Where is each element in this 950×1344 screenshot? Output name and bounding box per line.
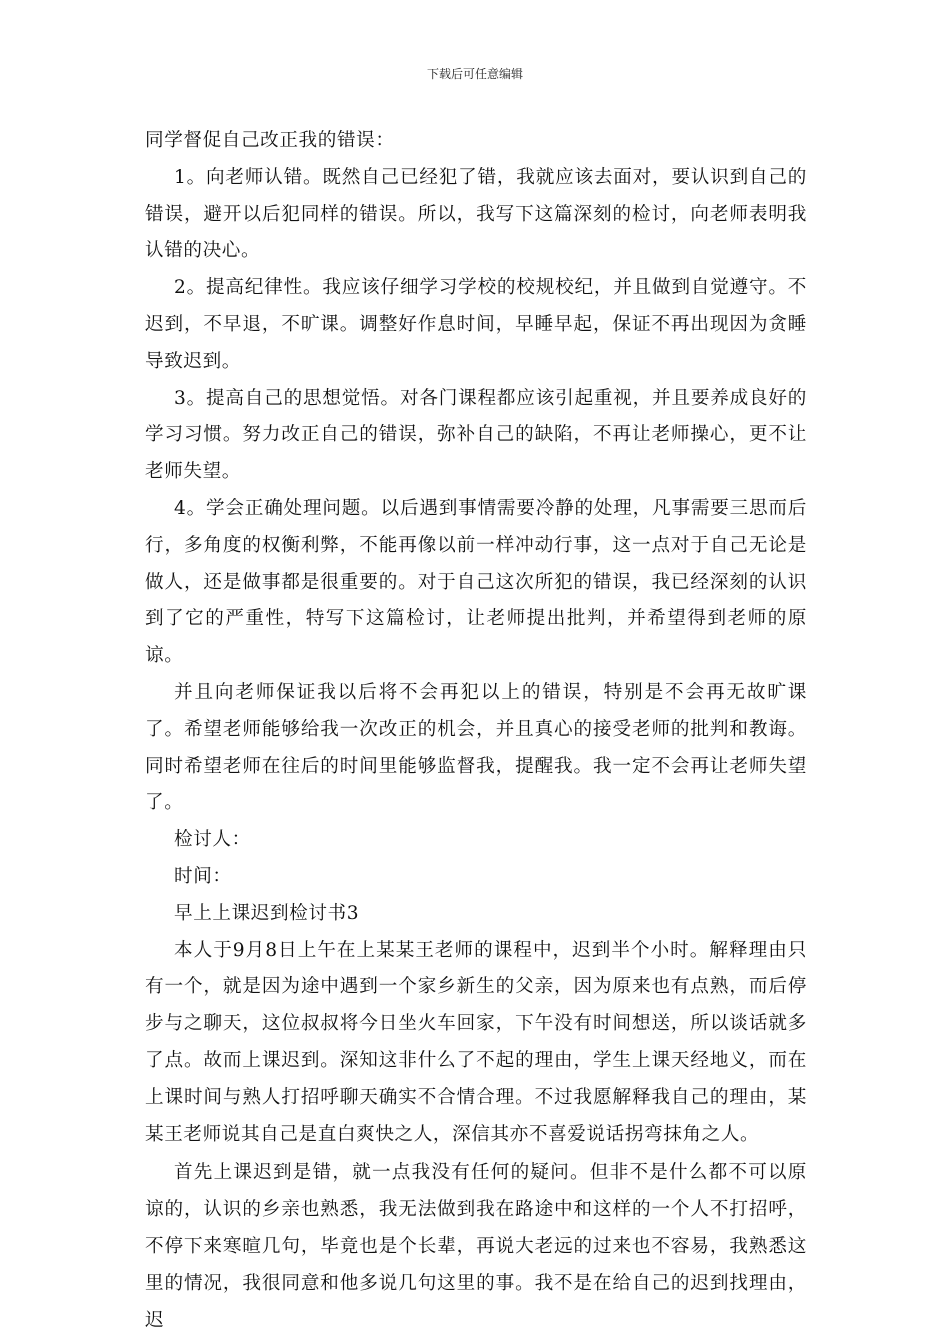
section-title: 早上上课迟到检讨书3 (174, 902, 360, 924)
document-body (145, 123, 807, 1339)
paragraph-story: 本人于9月8日上午在上某某王老师的课程中，迟到半个小时。解释理由只有一个，就是因为途中遇到一个家乡新生的父亲，因为原来也有点熟，而后停步与之聊天，这位叔叔将今日坐火车回家，下午没有时间想送，所以谈话就多了点。故而上课迟到。深知这非什么了不起的理由，学生上课天经地义，而在上课时间与熟人打招呼聊天确实不合情合理。不过我愿解释我自己的理由，某某王老师说其自己是直白爽快之人，深信其亦不喜爱说话拐弯抹角之人。 (145, 939, 807, 1145)
paragraph-point-3: 3。提高自己的思想觉悟。对各门课程都应该引起重视，并且要养成良好的学习习惯。努力改正自己的错误，弥补自己的缺陷，不再让老师操心，更不让老师失望。 (145, 387, 807, 483)
paragraph-reflection: 首先上课迟到是错，就一点我没有任何的疑问。但非不是什么都不可以原谅的，认识的乡亲也熟悉，我无法做到我在路途中和这样的一个人不打招呼，不停下来寒暄几句，毕竟也是个长辈，再说大老远的过来也不容易，我熟悉这里的情况，我很同意和他多说几句这里的事。我不是在给自己的迟到找理由，迟 (145, 1162, 807, 1331)
signature-label: 检讨人： (174, 829, 251, 851)
paragraph-intro: 同学督促自己改正我的错误： (145, 130, 395, 151)
paragraph-point-2: 2。提高纪律性。我应该仔细学习学校的校规校纪，并且做到自觉遵守。不迟到，不早退，不旷课。调整好作息时间，早睡早起，保证不再出现因为贪睡导致迟到。 (145, 277, 807, 372)
date-label: 时间： (174, 865, 232, 887)
paragraph-promise: 并且向老师保证我以后将不会再犯以上的错误，特别是不会再无故旷课了。希望老师能够给我一次改正的机会，并且真心的接受老师的批判和教诲。同时希望老师在往后的时间里能够监督我，提醒我。我一定不会再让老师失望了。 (145, 681, 807, 814)
paragraph-point-4: 4。学会正确处理问题。以后遇到事情需要冷静的处理，凡事需要三思而后行，多角度的权衡利弊，不能再像以前一样冲动行事，这一点对于自己无论是做人，还是做事都是很重要的。对于自己这次所犯的错误，我已经深刻的认识到了它的严重性，特写下这篇检讨，让老师提出批判，并希望得到老师的原谅。 (145, 497, 807, 667)
page-header: 下载后可任意编辑 (426, 67, 523, 81)
paragraph-point-1: 1。向老师认错。既然自己已经犯了错，我就应该去面对，要认识到自己的错误，避开以后犯同样的错误。所以，我写下这篇深刻的检讨，向老师表明我认错的决心。 (145, 166, 807, 262)
